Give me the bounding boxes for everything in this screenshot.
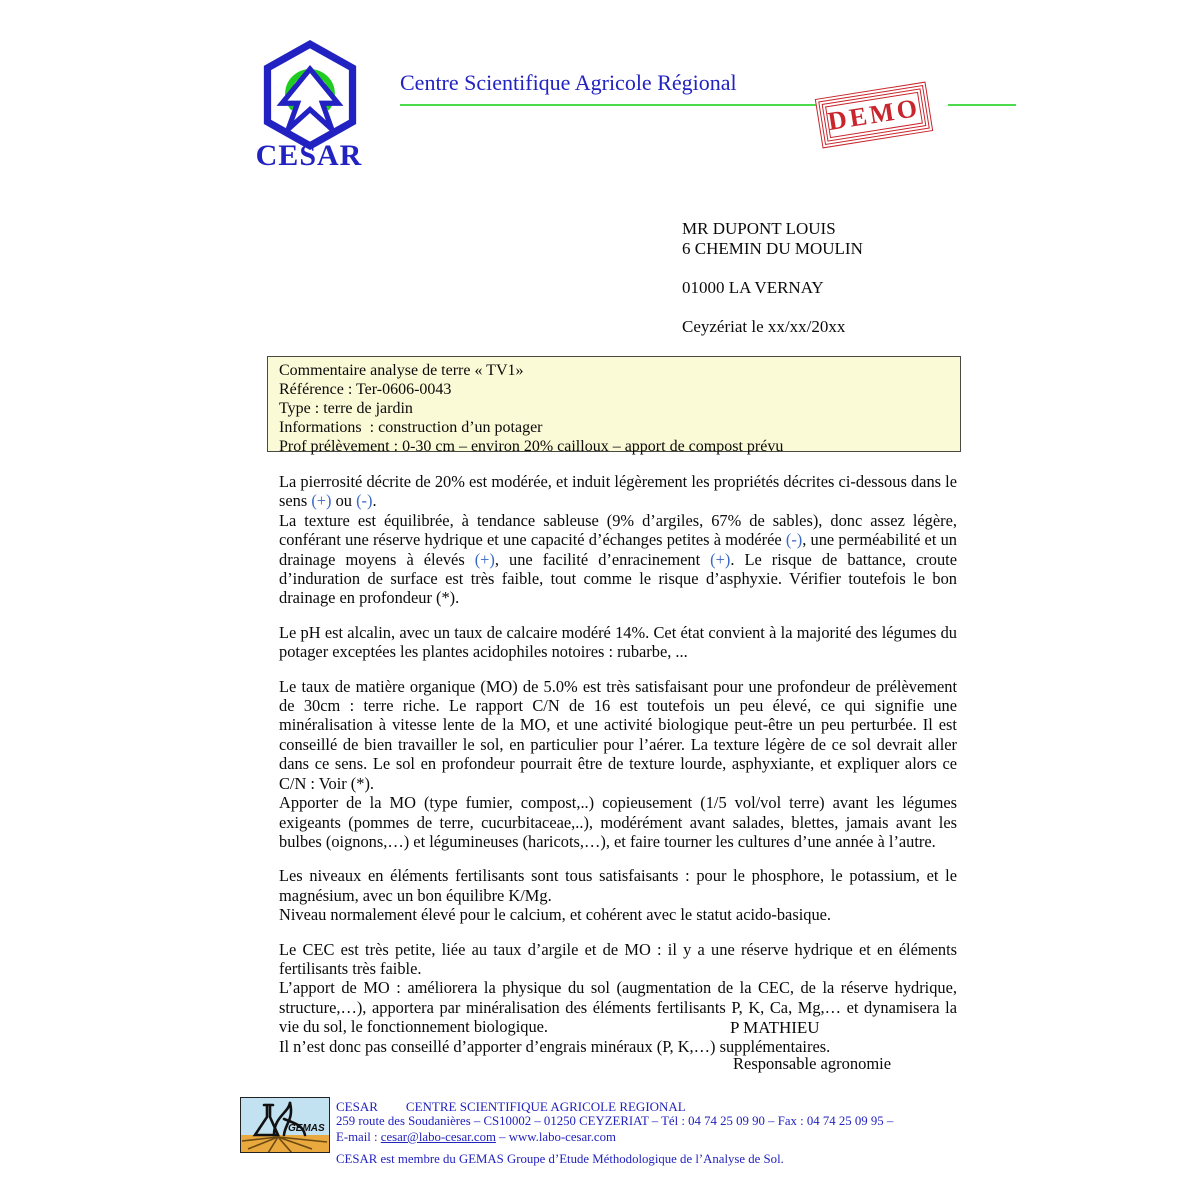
footer-org-line (336, 1099, 686, 1115)
demo-stamp (815, 82, 933, 149)
summary-profondeur: Prof prélèvement : 0-30 cm – environ 20% cailloux – apport de compost prévu (279, 438, 784, 455)
cesar-logo-icon (258, 40, 362, 152)
gemas-logo-label: GEMAS (288, 1123, 325, 1134)
accent-marker: (-) (785, 530, 803, 550)
body-paragraph: La pierrosité décrite de 20% est modérée, et induit légèrement les propriétés décrites ci-dessous dans le sens (+) ou (-). La texture est équilibrée, à tendance sableuse (9% d’argiles, 67% de sables), donc assez légère, conférant une réserve hydrique et une capacité d’échanges petites à modérée (-), une perméabilité et un drainage moyens à élevés (+), une facilité d’enracinement (+). Le risque de battance, croute d’induration de surface est très faible, tout comme le risque d’asphyxie. Vérifier toutefois le bon drainage en profondeur (*). (279, 472, 957, 608)
footer-address-line: 259 route des Soudanières – CS10002 – 01250 CEYZERIAT – Tél : 04 74 25 09 90 – Fax : 04 74 25 09 95 – (336, 1114, 894, 1128)
footer-org-short: CESAR (336, 1099, 378, 1114)
header-rule-left (400, 104, 857, 106)
recipient-city: 01000 LA VERNAY (682, 278, 824, 297)
page-title: Centre Scientifique Agricole Régional (400, 70, 737, 95)
footer-membership-line: CESAR est membre du GEMAS Groupe d’Etude Méthodologique de l’Analyse de Sol. (336, 1152, 784, 1166)
recipient-street: 6 CHEMIN DU MOULIN (682, 239, 863, 258)
body-paragraph: Le pH est alcalin, avec un taux de calcaire modéré 14%. Cet état convient à la majorité des légumes du potager exceptées les plantes acidophiles notoires : rubarbe, ... (279, 622, 957, 662)
demo-stamp-label: DEMO (822, 88, 927, 141)
gemas-logo-icon (240, 1097, 330, 1153)
summary-type: Type : terre de jardin (279, 400, 413, 417)
body-text (279, 472, 957, 1071)
signature-role: Responsable agronomie (733, 1054, 892, 1073)
summary-title: Commentaire analyse de terre « TV1» (279, 362, 524, 379)
letter-date: Ceyzériat le xx/xx/20xx (682, 317, 846, 336)
accent-marker: (-) (356, 491, 373, 511)
header-rule-right (948, 104, 1016, 106)
email-link[interactable]: cesar@labo-cesar.com (380, 1130, 496, 1144)
summary-informations: Informations : construction d’un potager (279, 419, 543, 436)
footer-email-line (336, 1130, 616, 1145)
footer-org-long: CENTRE SCIENTIFIQUE AGRICOLE REGIONAL (405, 1099, 686, 1114)
accent-marker: (+) (710, 549, 731, 569)
logo-wordmark: CESAR (255, 139, 363, 172)
gemas-logo (240, 1097, 330, 1158)
body-paragraph: Le CEC est très petite, liée au taux d’argile et de MO : il y a une réserve hydrique et en éléments fertilisants très faible. L’apport de MO : améliorera la physique du sol (augmentation de la CEC, de la réserve hydrique, structure,…), apportera par minéralisation des éléments fertilisants P, K, Ca, Mg,… et dynamisera la vie du sol, le fonctionnement biologique. Il n’est donc pas conseillé d’apporter d’engrais minéraux (P, K,…) supplémentaires. (279, 939, 957, 1056)
analysis-summary-box (267, 356, 961, 455)
body-paragraph: Le taux de matière organique (MO) de 5.0% est très satisfaisant pour une profondeur de prélèvement de 30cm : terre riche. Le rapport C/N de 16 est toutefois un peu élevé, ce qui signifie une minéralisation à vitesse lente de la MO, et une activité biologique peut-être un peu perturbée. Il est conseillé de bien travailler le sol, en particulier pour l’aérer. La texture légère de ce sol devrait aller dans ce sens. Le sol en profondeur pourrait être de texture lourde, asphyxiante, et expliquer alors ce C/N : Voir (*). Apporter de la MO (type fumier, compost,..) copieusement (1/5 vol/vol terre) avant les légumes exigeants (pommes de terre, cucurbitaceae,..), modérément avant salades, blettes, jamais avant les bulbes (oignons,…) et légumineuses (haricots,…), et faire tourner les cultures d’une année à l’autre. (279, 676, 957, 851)
footer-email-suffix: – www.labo-cesar.com (495, 1130, 616, 1144)
arrow-up-shape (282, 69, 338, 129)
body-paragraph: Les niveaux en éléments fertilisants sont tous satisfaisants : pour le phosphore, le potassium, et le magnésium, avec un bon équilibre K/Mg. Niveau normalement élevé pour le calcium, et cohérent avec le statut acido-basique. (279, 866, 957, 925)
footer-email-prefix: E-mail : (336, 1130, 381, 1144)
accent-marker: (+) (311, 491, 332, 511)
recipient-name: MR DUPONT LOUIS (682, 219, 836, 238)
accent-marker: (+) (474, 549, 495, 569)
summary-reference: Référence : Ter-0606-0043 (279, 381, 452, 398)
signature-name: P MATHIEU (730, 1018, 820, 1037)
